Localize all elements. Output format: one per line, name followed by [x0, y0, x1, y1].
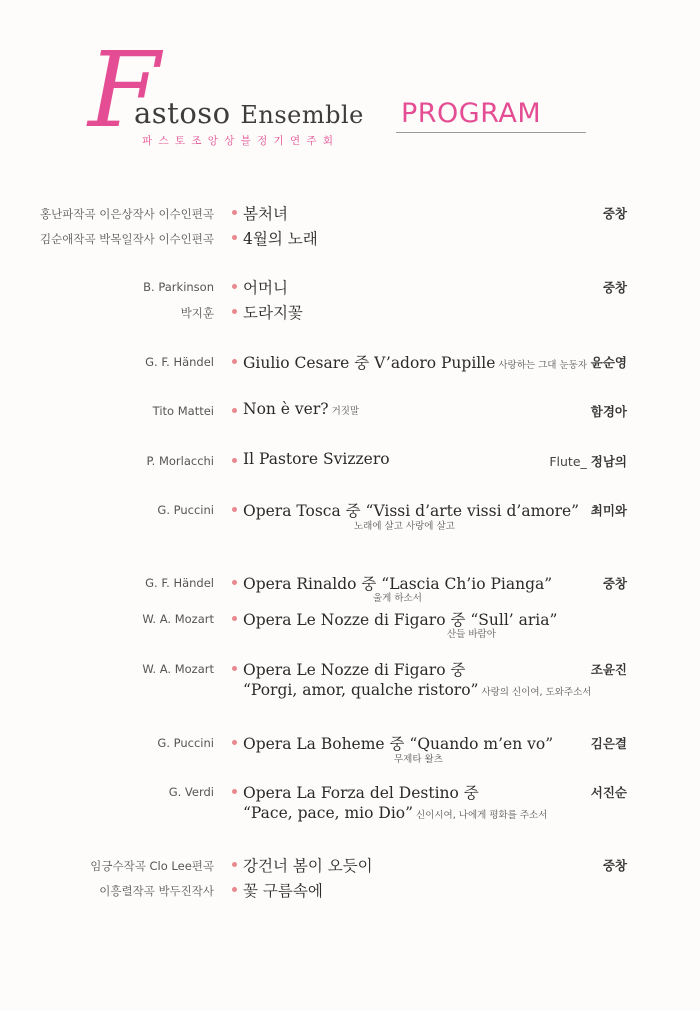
- program-item: [0, 299, 700, 325]
- performer-name: 정남의: [590, 454, 627, 469]
- logo-wordmark: [134, 96, 364, 130]
- program-item: [0, 656, 700, 682]
- performer: 최미와: [590, 503, 627, 518]
- bullet-icon: [232, 580, 237, 585]
- logo-subtitle: 파스토조앙상블정기연주회: [142, 135, 340, 147]
- bullet-icon: [232, 740, 237, 745]
- piece-title: Opera La Forza del Destino 중: [243, 784, 479, 802]
- translation-note: 울게 하소서: [373, 593, 422, 604]
- piece-title: 도라지꽃: [243, 304, 303, 322]
- bullet-icon: [232, 359, 237, 364]
- bullet-icon: [232, 666, 237, 671]
- performer: 김은결: [590, 736, 627, 751]
- piece-title: Opera Le Nozze di Figaro 중 “Sull’ aria”: [243, 611, 558, 629]
- piece-title: 강건너 봄이 오듯이: [243, 857, 373, 875]
- translation-note: 산들 바람아: [447, 629, 496, 640]
- piece-title: [243, 400, 359, 418]
- program-item: [0, 730, 700, 756]
- composer: Tito Mattei: [152, 404, 214, 418]
- translation-note: 노래에 살고 사랑에 살고: [354, 521, 455, 532]
- instrument: Flute_: [549, 454, 587, 469]
- aria-title: “Pace, pace, mio Dio”: [243, 804, 414, 822]
- composer: P. Morlacchi: [146, 454, 214, 468]
- title-underline: [396, 132, 586, 133]
- bullet-icon: [232, 887, 237, 892]
- composer: 이흥렬작곡 박두진작사: [99, 884, 214, 898]
- page-title: PROGRAM: [401, 98, 542, 129]
- piece-title-text: Non è ver?: [243, 400, 329, 418]
- bullet-icon: [232, 408, 237, 413]
- performer: 함경아: [590, 404, 627, 419]
- bullet-icon: [232, 862, 237, 867]
- program-item: [0, 200, 700, 226]
- bullet-icon: [232, 210, 237, 215]
- program-item: [0, 852, 700, 878]
- performer: 조윤진: [590, 662, 627, 677]
- performer: 윤순영: [590, 355, 627, 370]
- composer: G. Puccini: [157, 736, 214, 750]
- performer: 중창: [602, 858, 627, 873]
- piece-title: [243, 351, 587, 373]
- composer: G. Puccini: [157, 503, 214, 517]
- program-item: [0, 570, 700, 596]
- bullet-icon: [232, 458, 237, 463]
- piece-title: 어머니: [243, 279, 288, 297]
- composer: 임긍수작곡 Clo Lee편곡: [90, 859, 214, 873]
- performer: 중창: [602, 576, 627, 591]
- performer: [549, 452, 627, 470]
- composer: W. A. Mozart: [142, 662, 214, 676]
- composer: 박지훈: [180, 306, 214, 320]
- bullet-icon: [232, 284, 237, 289]
- program-item: [0, 225, 700, 251]
- bullet-icon: [232, 235, 237, 240]
- program-item: [0, 606, 700, 632]
- piece-title: Il Pastore Svizzero: [243, 450, 390, 468]
- composer: B. Parkinson: [143, 280, 214, 294]
- piece-title-line2: [243, 804, 547, 822]
- aria-title: “Porgi, amor, qualche ristoro”: [243, 681, 479, 699]
- program-item: [0, 274, 700, 300]
- piece-title: Opera Rinaldo 중 “Lascia Ch’io Pianga”: [243, 575, 553, 593]
- program-item: [0, 779, 700, 805]
- performer: 중창: [602, 280, 627, 295]
- piece-title: 4월의 노래: [243, 230, 318, 248]
- composer: W. A. Mozart: [142, 612, 214, 626]
- bullet-icon: [232, 309, 237, 314]
- program-item: [0, 448, 700, 474]
- logo-rest: astoso: [134, 96, 231, 130]
- composer: G. F. Händel: [145, 576, 214, 590]
- composer: 홍난파작곡 이은상작사 이수인편곡: [40, 207, 214, 221]
- piece-title: 꽃 구름속에: [243, 882, 323, 900]
- composer: G. F. Händel: [145, 355, 214, 369]
- piece-title: Opera Tosca 중 “Vissi d’arte vissi d’amore”: [243, 502, 580, 520]
- program-item: [0, 497, 700, 523]
- translation-note: 무제타 왈츠: [394, 754, 443, 765]
- logo-ensemble: Ensemble: [240, 101, 364, 129]
- piece-title: Opera Le Nozze di Figaro 중: [243, 661, 466, 679]
- program-item: [0, 877, 700, 903]
- translation-note: 사랑의 신이여, 도와주소서: [481, 687, 592, 698]
- bullet-icon: [232, 616, 237, 621]
- translation-note: 거짓말: [331, 406, 360, 417]
- bullet-icon: [232, 507, 237, 512]
- program-item: [0, 398, 700, 424]
- bullet-icon: [232, 789, 237, 794]
- piece-title: 봄처녀: [243, 205, 288, 223]
- composer: 김순애작곡 박목일작사 이수인편곡: [40, 232, 214, 246]
- piece-title-line2: [243, 681, 591, 699]
- performer: 서진순: [590, 785, 627, 800]
- composer: G. Verdi: [168, 785, 214, 799]
- piece-title-text: Giulio Cesare 중 V’adoro Pupille: [243, 354, 496, 372]
- translation-note: 사랑하는 그대 눈동자: [498, 360, 588, 371]
- program-item: [0, 349, 700, 375]
- performer: 중창: [602, 206, 627, 221]
- piece-title: Opera La Boheme 중 “Quando m’en vo”: [243, 735, 554, 753]
- logo-initial: F: [88, 29, 161, 151]
- translation-note: 신이시여, 나에게 평화를 주소서: [416, 810, 548, 821]
